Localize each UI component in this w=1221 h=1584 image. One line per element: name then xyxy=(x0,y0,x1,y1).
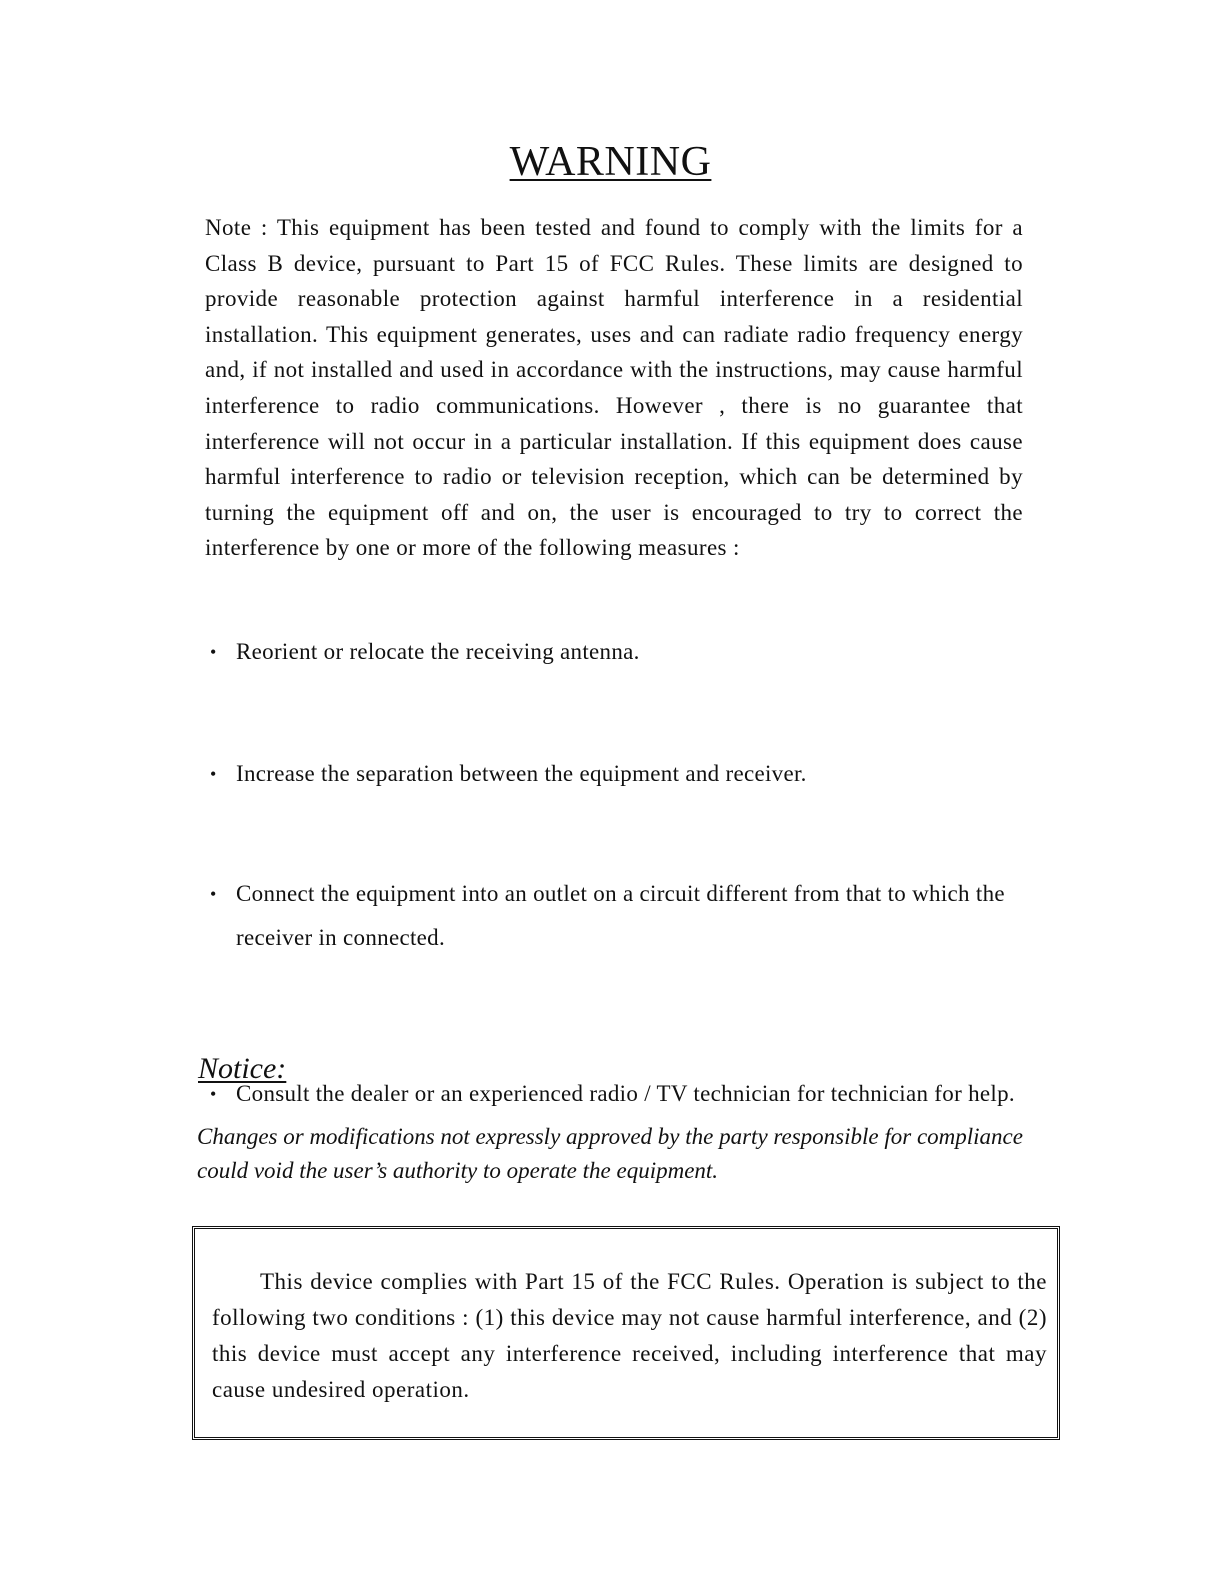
measure-text: Reorient or relocate the receiving antenna. xyxy=(236,639,640,664)
compliance-text-container xyxy=(212,1264,1047,1408)
measure-text: Consult the dealer or an experienced radio / TV technician for technician for help. xyxy=(236,1081,1015,1106)
bullet-icon: • xyxy=(210,764,217,784)
list-item xyxy=(206,872,1026,960)
notice-heading: Notice: xyxy=(198,1052,287,1085)
measure-text: Connect the equipment into an outlet on a circuit different from that to which the receiver in connected. xyxy=(236,881,1005,950)
bullet-icon: • xyxy=(210,642,217,662)
compliance-text: This device complies with Part 15 of the FCC Rules. Operation is subject to the following two conditions : (1) this device may not cause harmful interference, and (2) this device must accept any interference received, including interference that may cause undesired operation. xyxy=(212,1269,1047,1402)
list-item xyxy=(206,630,1026,674)
notice-text: Changes or modifications not expressly approved by the party responsible for compliance could void the user’s authority to operate the equipment. xyxy=(197,1124,1023,1183)
list-item xyxy=(206,752,1026,796)
list-item xyxy=(206,1072,1026,1116)
measure-text: Increase the separation between the equipment and receiver. xyxy=(236,761,807,786)
bullet-icon: • xyxy=(210,1084,217,1104)
bullet-icon: • xyxy=(210,884,217,904)
page-title: WARNING xyxy=(509,139,712,185)
note-paragraph: Note : This equipment has been tested and found to comply with the limits for a Class B device, pursuant to Part 15 of FCC Rules. These limits are designed to provide reasonable protection against harmful interference in a residential installation. This equipment generates, uses and can radiate radio frequency energy and, if not installed and used in accordance with the instructions, may cause harmful interference to radio communications. However , there is no guarantee that interference will not occur in a particular installation. If this equipment does cause harmful interference to radio or television reception, which can be determined by turning the equipment off and on, the user is encouraged to try to correct the interference by one or more of the following measures : xyxy=(205,215,1023,561)
